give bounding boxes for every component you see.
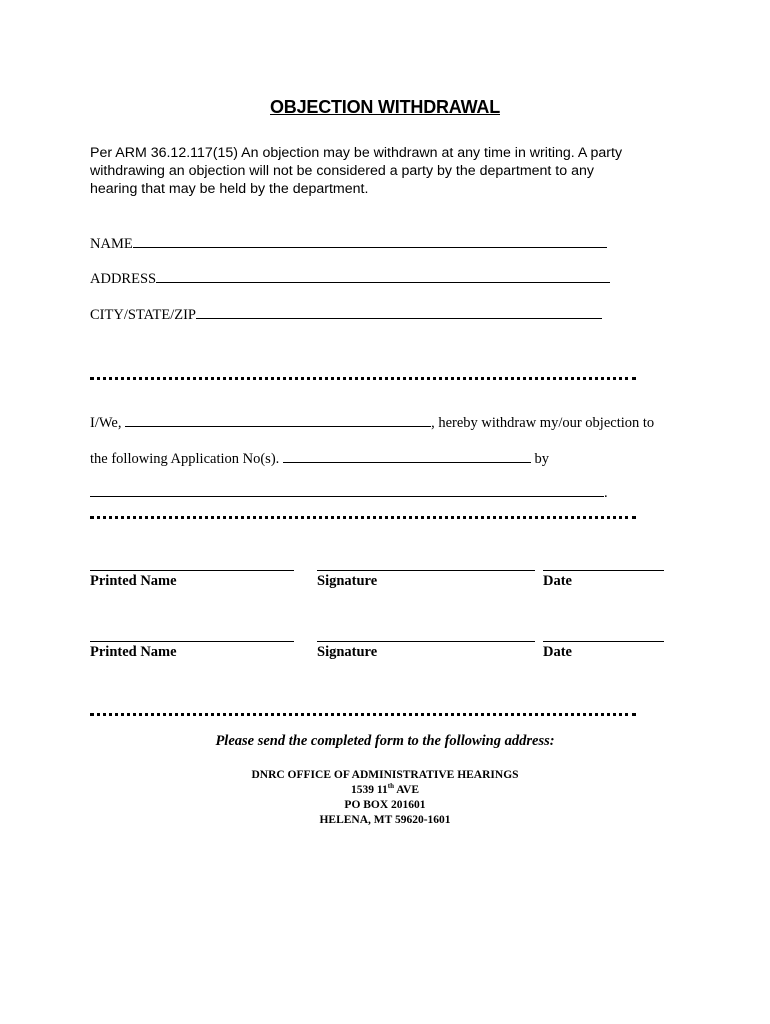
printed-name-label-1: Printed Name — [90, 573, 177, 589]
address-ordinal-suffix: th — [387, 782, 394, 791]
date-label-1: Date — [543, 573, 572, 589]
form-title: OBJECTION WITHDRAWAL — [270, 97, 500, 117]
end-period: . — [604, 485, 608, 501]
dotted-divider-3 — [90, 713, 636, 716]
mailing-instruction: Please send the completed form to the following address: — [215, 733, 555, 749]
dotted-divider-2 — [90, 516, 636, 519]
name-input-line[interactable] — [133, 233, 607, 248]
name-label: NAME — [90, 236, 133, 252]
date-label-2: Date — [543, 644, 572, 660]
intro-line-2: withdrawing an objection will not be considered a party by the department to any — [90, 163, 594, 179]
withdraw-statement-row — [90, 412, 654, 432]
objector-name-line[interactable] — [125, 412, 431, 427]
application-suffix: by — [534, 451, 550, 467]
signature-label-2: Signature — [317, 644, 378, 660]
name-field-row — [90, 233, 607, 253]
signature-line-1[interactable] — [317, 570, 535, 571]
address-street-name: AVE — [393, 784, 420, 796]
iwe-suffix: , hereby withdraw my/our objection to — [431, 415, 655, 431]
signature-line-2[interactable] — [317, 641, 535, 642]
application-number-line[interactable] — [283, 448, 531, 463]
applicant-row — [90, 482, 608, 502]
city-state-zip-input-line[interactable] — [196, 304, 602, 319]
printed-name-label-2: Printed Name — [90, 644, 177, 660]
application-row — [90, 448, 549, 468]
address-field-row — [90, 268, 610, 288]
address-label: ADDRESS — [90, 271, 157, 287]
printed-name-line-1[interactable] — [90, 570, 294, 571]
city-state-zip-label: CITY/STATE/ZIP — [90, 307, 196, 323]
address-line-4: HELENA, MT 59620-1601 — [319, 814, 451, 826]
city-state-zip-field-row — [90, 304, 602, 324]
date-line-2[interactable] — [543, 641, 664, 642]
applicant-line[interactable] — [90, 482, 604, 497]
signature-label-1: Signature — [317, 573, 378, 589]
printed-name-line-2[interactable] — [90, 641, 294, 642]
intro-paragraph — [90, 144, 690, 198]
address-line-3: PO BOX 201601 — [344, 799, 426, 811]
date-line-1[interactable] — [543, 570, 664, 571]
address-line-2 — [0, 783, 770, 797]
iwe-prefix: I/We, — [90, 415, 122, 431]
dotted-divider-1 — [90, 377, 636, 380]
address-line-1: DNRC OFFICE OF ADMINISTRATIVE HEARINGS — [251, 769, 519, 781]
address-input-line[interactable] — [156, 268, 610, 283]
intro-line-1: Per ARM 36.12.117(15) An objection may be withdrawn at any time in writing. A party — [90, 145, 623, 161]
application-prefix: the following Application No(s). — [90, 451, 280, 467]
address-street-number: 1539 11 — [350, 784, 388, 796]
intro-line-3: hearing that may be held by the department. — [90, 181, 369, 197]
